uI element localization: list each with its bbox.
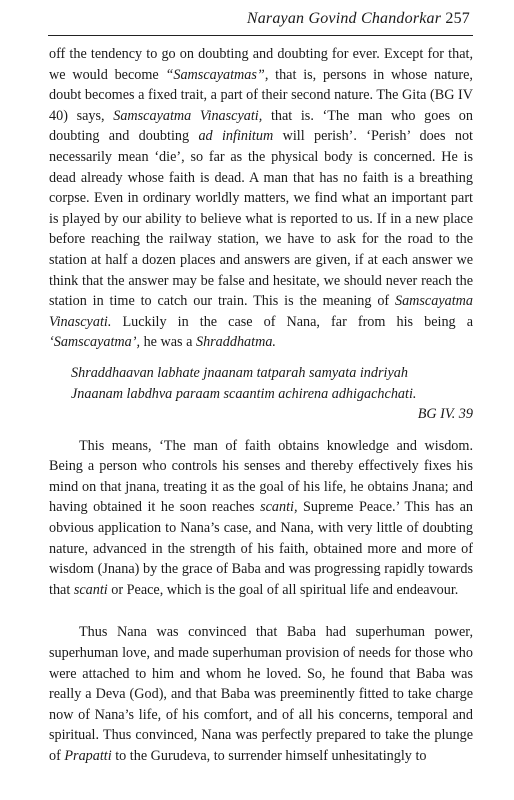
text-run: Supreme Peace.’ This has an obvious application to Nana’s case, and Nana, with very little of doubting nature, advanced in the strength of his faith, obtained more and more of wisdom (Jnana) by the grace of Baba and was progressing rapidly towards that bbox=[49, 499, 474, 598]
text-run: will perish’. ‘Perish’ does not necessarily mean ‘die’, so far as the physical body is concerned. He is dead already whose faith is dead. A man that has no faith is a breathing corpse. Even in ordinary worldly matters, we find what an important part is played by our ability to believe what is reported to us. If in a new place before reaching the railway station, we have to ask for the road to the station at half a dozen places and answers are given, if at each answer we think that the answer may be false and hesitate, we should never reach the station in time to catch our train. This is the meaning of bbox=[49, 128, 473, 310]
verse-reference: BG IV. 39 bbox=[417, 406, 473, 423]
page-number: 257 bbox=[445, 10, 470, 27]
italic-run: scanti, bbox=[260, 499, 298, 516]
text-run: he was a bbox=[140, 334, 196, 351]
verse-line-2: Jnaanam labdhva paraam scaantim achirena adhigachchati. bbox=[71, 385, 417, 402]
italic-run: ad infinitum bbox=[198, 128, 274, 145]
verse-line-1: Shraddhaavan labhate jnaanam tatparah samyata indriyah bbox=[71, 364, 408, 381]
text-run: Luckily in the case of Nana, far from his being a bbox=[111, 313, 473, 330]
text-run: Thus Nana was convinced that Baba had superhuman power, superhuman love, and made superhuman provision of needs for those who were attached to him and whom he loved. So, he found that Baba was really a Deva (God), and that Baba was preeminently fitted to take charge now of Nana’s life, of his comfort, and of all his concerns, temporal and spiritual. Thus convinced, Nana was perfectly prepared to take the plunge of bbox=[49, 624, 473, 764]
italic-run: ‘Samscayatma’, bbox=[49, 334, 141, 351]
italic-run: “Samscayatmas” bbox=[165, 66, 265, 83]
paragraph-2 bbox=[49, 436, 473, 601]
verse-block bbox=[71, 363, 473, 425]
text-run: that is. ‘The man who goes on doubting and doubting bbox=[49, 107, 473, 145]
italic-run: Samscayatma Vinascyati. bbox=[49, 293, 473, 330]
page-body bbox=[49, 44, 473, 767]
paragraph-3 bbox=[49, 622, 473, 766]
running-header bbox=[247, 10, 470, 28]
italic-run: Shraddhatma. bbox=[195, 334, 276, 351]
italic-run: scanti bbox=[73, 581, 108, 598]
italic-run: Samscayatma Vinascyati, bbox=[113, 107, 263, 124]
italic-run: Prapatti bbox=[64, 748, 112, 764]
text-run: , that is, persons in whose nature, doubt becomes a fixed trait, a part of their second nature. The Gita (BG IV 40) says, bbox=[49, 66, 473, 124]
text-run: This means, ‘The man of faith obtains knowledge and wisdom. Being a person who controls his senses and thereby effectively fixes his mind on that jnana, treating it as the goal of his life, he obtains Jnana; and having obtained it he soon reaches bbox=[49, 437, 473, 516]
text-run: off the tendency to go on doubting and doubting for ever. Except for that, we would become bbox=[49, 46, 473, 83]
paragraph-1 bbox=[49, 44, 473, 353]
running-title: Narayan Govind Chandorkar bbox=[246, 10, 442, 27]
header-rule bbox=[48, 35, 473, 36]
text-run: to the Gurudeva, to surrender himself unhesitatingly to bbox=[111, 748, 427, 764]
text-run: or Peace, which is the goal of all spiritual life and endeavour. bbox=[107, 581, 459, 598]
